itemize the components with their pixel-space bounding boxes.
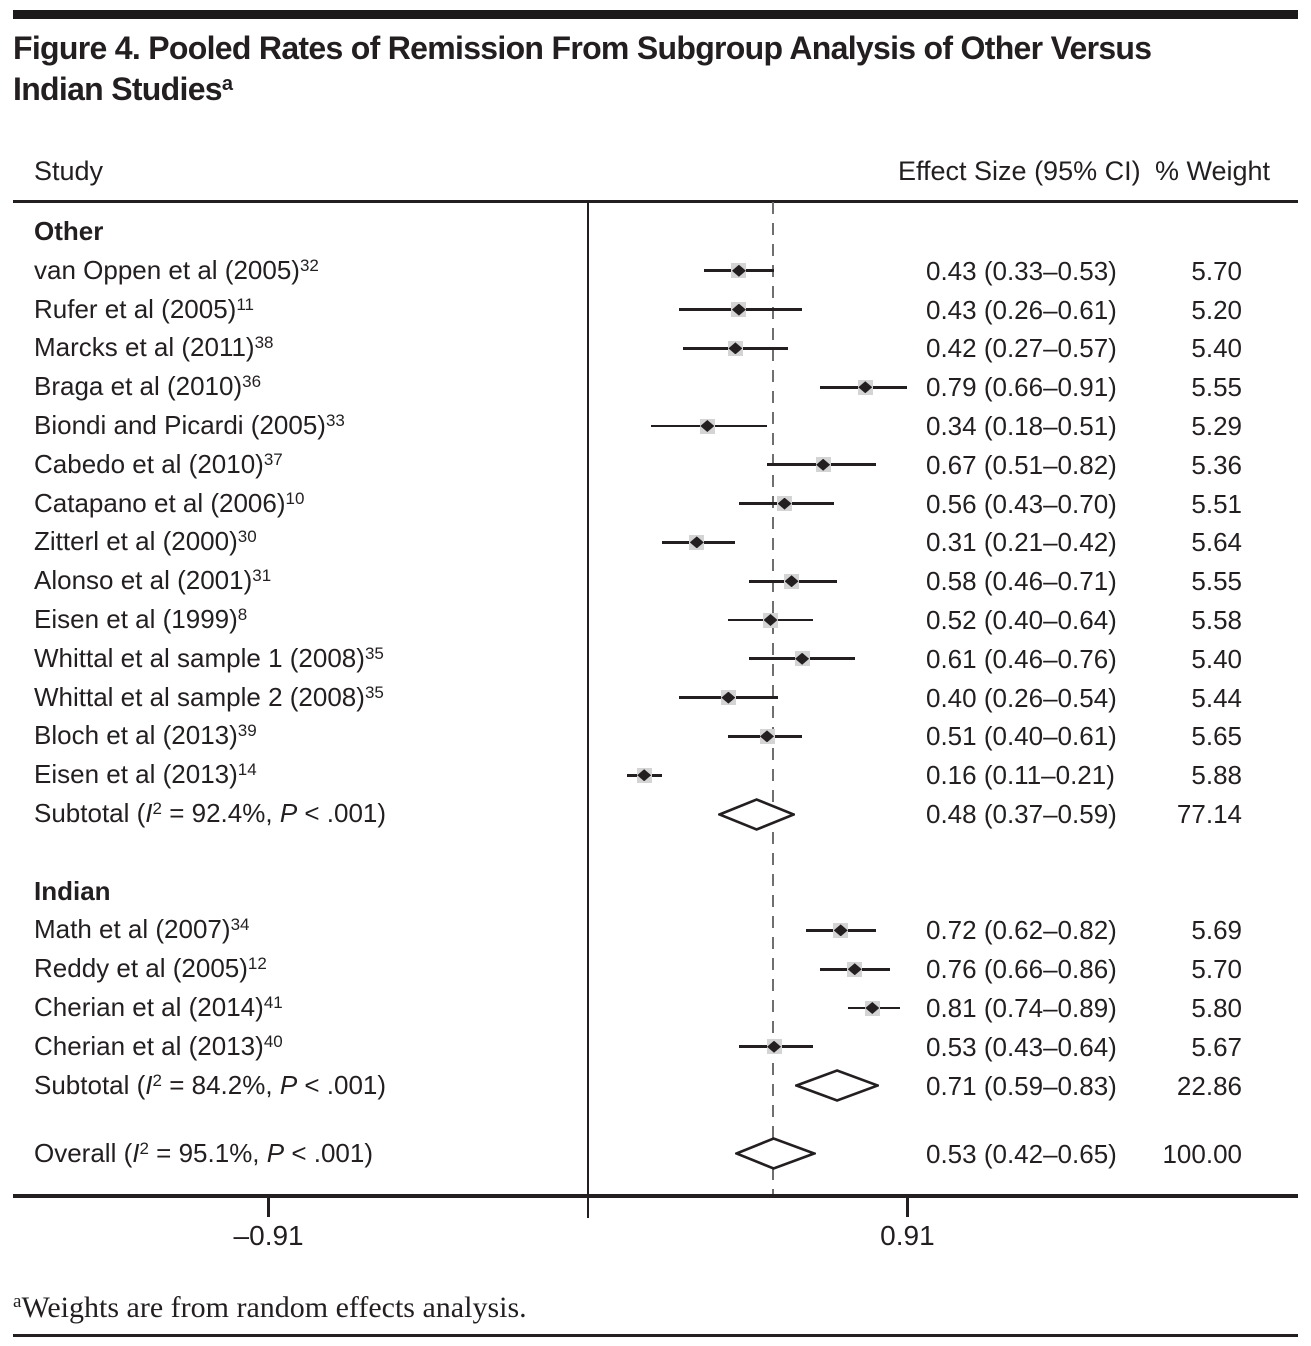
x-axis-tick-left bbox=[267, 1197, 269, 1217]
x-axis-tick-label-right: 0.91 bbox=[880, 1220, 935, 1251]
study-label: Zitterl et al $(2000)^{30}$ bbox=[34, 526, 257, 557]
weight-value: 5.55 bbox=[1191, 372, 1242, 403]
weight-value: 5.51 bbox=[1191, 488, 1242, 519]
weight-value: 5.88 bbox=[1191, 760, 1242, 791]
effect-size-value: 0.43 (0.26–0.61) bbox=[926, 294, 1117, 325]
weight-value: 5.70 bbox=[1191, 954, 1242, 985]
effect-size-value: 0.16 (0.11–0.21) bbox=[926, 760, 1115, 791]
weight-value: 5.40 bbox=[1191, 333, 1242, 364]
study-label: Rufer et al $(2005)^{11}$ bbox=[34, 293, 254, 324]
effect-size-value: 0.67 (0.51–0.82) bbox=[926, 449, 1117, 480]
weight-value: 100.00 bbox=[1162, 1138, 1242, 1169]
bottom-rule-bar bbox=[13, 1334, 1298, 1337]
weight-value: 5.55 bbox=[1191, 566, 1242, 597]
study-label: Cherian et al $(2013)^{40}$ bbox=[34, 1030, 283, 1061]
weight-value: 5.44 bbox=[1191, 682, 1242, 713]
null-effect-line bbox=[587, 202, 590, 1218]
column-header-effect-size: Effect Size (95% CI) bbox=[898, 156, 1141, 186]
weight-value: 77.14 bbox=[1176, 799, 1242, 829]
x-axis-line bbox=[13, 1194, 1298, 1198]
overall-diamond bbox=[735, 1137, 816, 1170]
effect-size-value: 0.53 (0.42–0.65) bbox=[926, 1138, 1117, 1169]
weight-value: 5.20 bbox=[1191, 294, 1242, 325]
study-label: Bloch et al $(2013)^{39}$ bbox=[34, 720, 257, 751]
study-label: Eisen et al $(1999)^8$ bbox=[34, 604, 248, 635]
effect-size-value: 0.58 (0.46–0.71) bbox=[926, 566, 1117, 597]
header-separator-line bbox=[13, 200, 1298, 203]
effect-size-value: 0.72 (0.62–0.82) bbox=[926, 915, 1117, 946]
study-label: Eisen et al $(2013)^{14}$ bbox=[34, 759, 257, 790]
effect-size-value: 0.43 (0.33–0.53) bbox=[926, 255, 1117, 286]
title-superscript: a bbox=[221, 73, 233, 95]
weight-value: 5.65 bbox=[1191, 721, 1242, 752]
weight-value: 5.58 bbox=[1191, 605, 1242, 635]
study-label: Alonso et al $(2001)^{31}$ bbox=[34, 565, 272, 596]
group-header: Indian bbox=[34, 875, 111, 906]
figure-title-text: Figure 4. Pooled Rates of Remission From Subgroup Analysis of Other Versus bbox=[13, 30, 1152, 66]
figure-title-text2: Indian Studies bbox=[13, 71, 222, 107]
effect-size-value: 0.53 (0.43–0.64) bbox=[926, 1031, 1117, 1062]
effect-size-value: 0.51 (0.40–0.61) bbox=[926, 721, 1117, 752]
effect-size-value: 0.71 (0.59–0.83) bbox=[926, 1070, 1117, 1101]
footnote-text: Weights are from random effects analysis. bbox=[21, 1291, 527, 1324]
study-label: Marcks et al $(2011)^{38}$ bbox=[34, 332, 274, 363]
study-label: Cabedo et al $(2010)^{37}$ bbox=[34, 448, 283, 479]
top-rule-bar bbox=[13, 10, 1298, 19]
study-label: Catapano et al $(2006)^{10}$ bbox=[34, 487, 305, 518]
column-header-study: Study bbox=[34, 156, 104, 186]
study-label: Whittal et al sample 2 $(2008)^{35}$ bbox=[34, 681, 384, 712]
effect-size-value: 0.40 (0.26–0.54) bbox=[926, 682, 1117, 713]
study-label: Cherian et al $(2014)^{41}$ bbox=[34, 992, 283, 1023]
effect-size-value: 0.42 (0.27–0.57) bbox=[926, 333, 1117, 364]
effect-size-value: 0.34 (0.18–0.51) bbox=[926, 411, 1117, 441]
subtotal-diamond bbox=[718, 798, 795, 831]
figure-title-line1 bbox=[13, 32, 1151, 64]
effect-size-value: 0.76 (0.66–0.86) bbox=[926, 954, 1117, 985]
weight-value: 22.86 bbox=[1176, 1070, 1242, 1101]
footnote-superscript: a bbox=[13, 1291, 22, 1312]
effect-size-value: 0.52 (0.40–0.64) bbox=[926, 605, 1117, 635]
subtotal-diamond bbox=[795, 1069, 879, 1102]
weight-value: 5.80 bbox=[1191, 993, 1242, 1023]
weight-value: 5.67 bbox=[1191, 1031, 1242, 1062]
weight-value: 5.69 bbox=[1191, 915, 1242, 946]
effect-size-value: 0.48 (0.37–0.59) bbox=[926, 799, 1117, 829]
subtotal-label: Subtotal ($I^2 = 92.4\%$, P < .001) bbox=[34, 798, 387, 829]
study-label: Reddy et al $(2005)^{12}$ bbox=[34, 953, 267, 984]
effect-size-value: 0.56 (0.43–0.70) bbox=[926, 488, 1117, 519]
x-axis-tick-right bbox=[906, 1197, 908, 1217]
study-label: Biondi and Picardi $(2005)^{33}$ bbox=[34, 410, 345, 441]
effect-size-value: 0.79 (0.66–0.91) bbox=[926, 372, 1117, 403]
x-axis-tick-label-left: –0.91 bbox=[233, 1220, 304, 1251]
study-label: van Oppen et al $(2005)^{32}$ bbox=[34, 254, 319, 285]
effect-size-value: 0.31 (0.21–0.42) bbox=[926, 527, 1117, 558]
study-label: Braga et al $(2010)^{36}$ bbox=[34, 371, 262, 402]
figure-title-line2 bbox=[13, 73, 232, 105]
weight-value: 5.29 bbox=[1191, 411, 1242, 441]
group-header: Other bbox=[34, 216, 104, 247]
weight-value: 5.36 bbox=[1191, 449, 1242, 480]
study-label: Math et al $(2007)^{34}$ bbox=[34, 914, 250, 945]
subtotal-label: Subtotal ($I^2 = 84.2\%$, P < .001) bbox=[34, 1069, 387, 1100]
study-label: Whittal et al sample 1 $(2008)^{35}$ bbox=[34, 642, 384, 673]
effect-size-value: 0.61 (0.46–0.76) bbox=[926, 643, 1117, 674]
weight-value: 5.40 bbox=[1191, 643, 1242, 674]
footnote bbox=[13, 1290, 527, 1326]
effect-size-value: 0.81 (0.74–0.89) bbox=[926, 993, 1117, 1023]
weight-value: 5.70 bbox=[1191, 255, 1242, 286]
weight-value: 5.64 bbox=[1191, 527, 1242, 558]
column-header-weight: % Weight bbox=[1154, 156, 1270, 186]
overall-label: Overall ($I^2 = 95.1\%$, P < .001) bbox=[34, 1137, 374, 1168]
